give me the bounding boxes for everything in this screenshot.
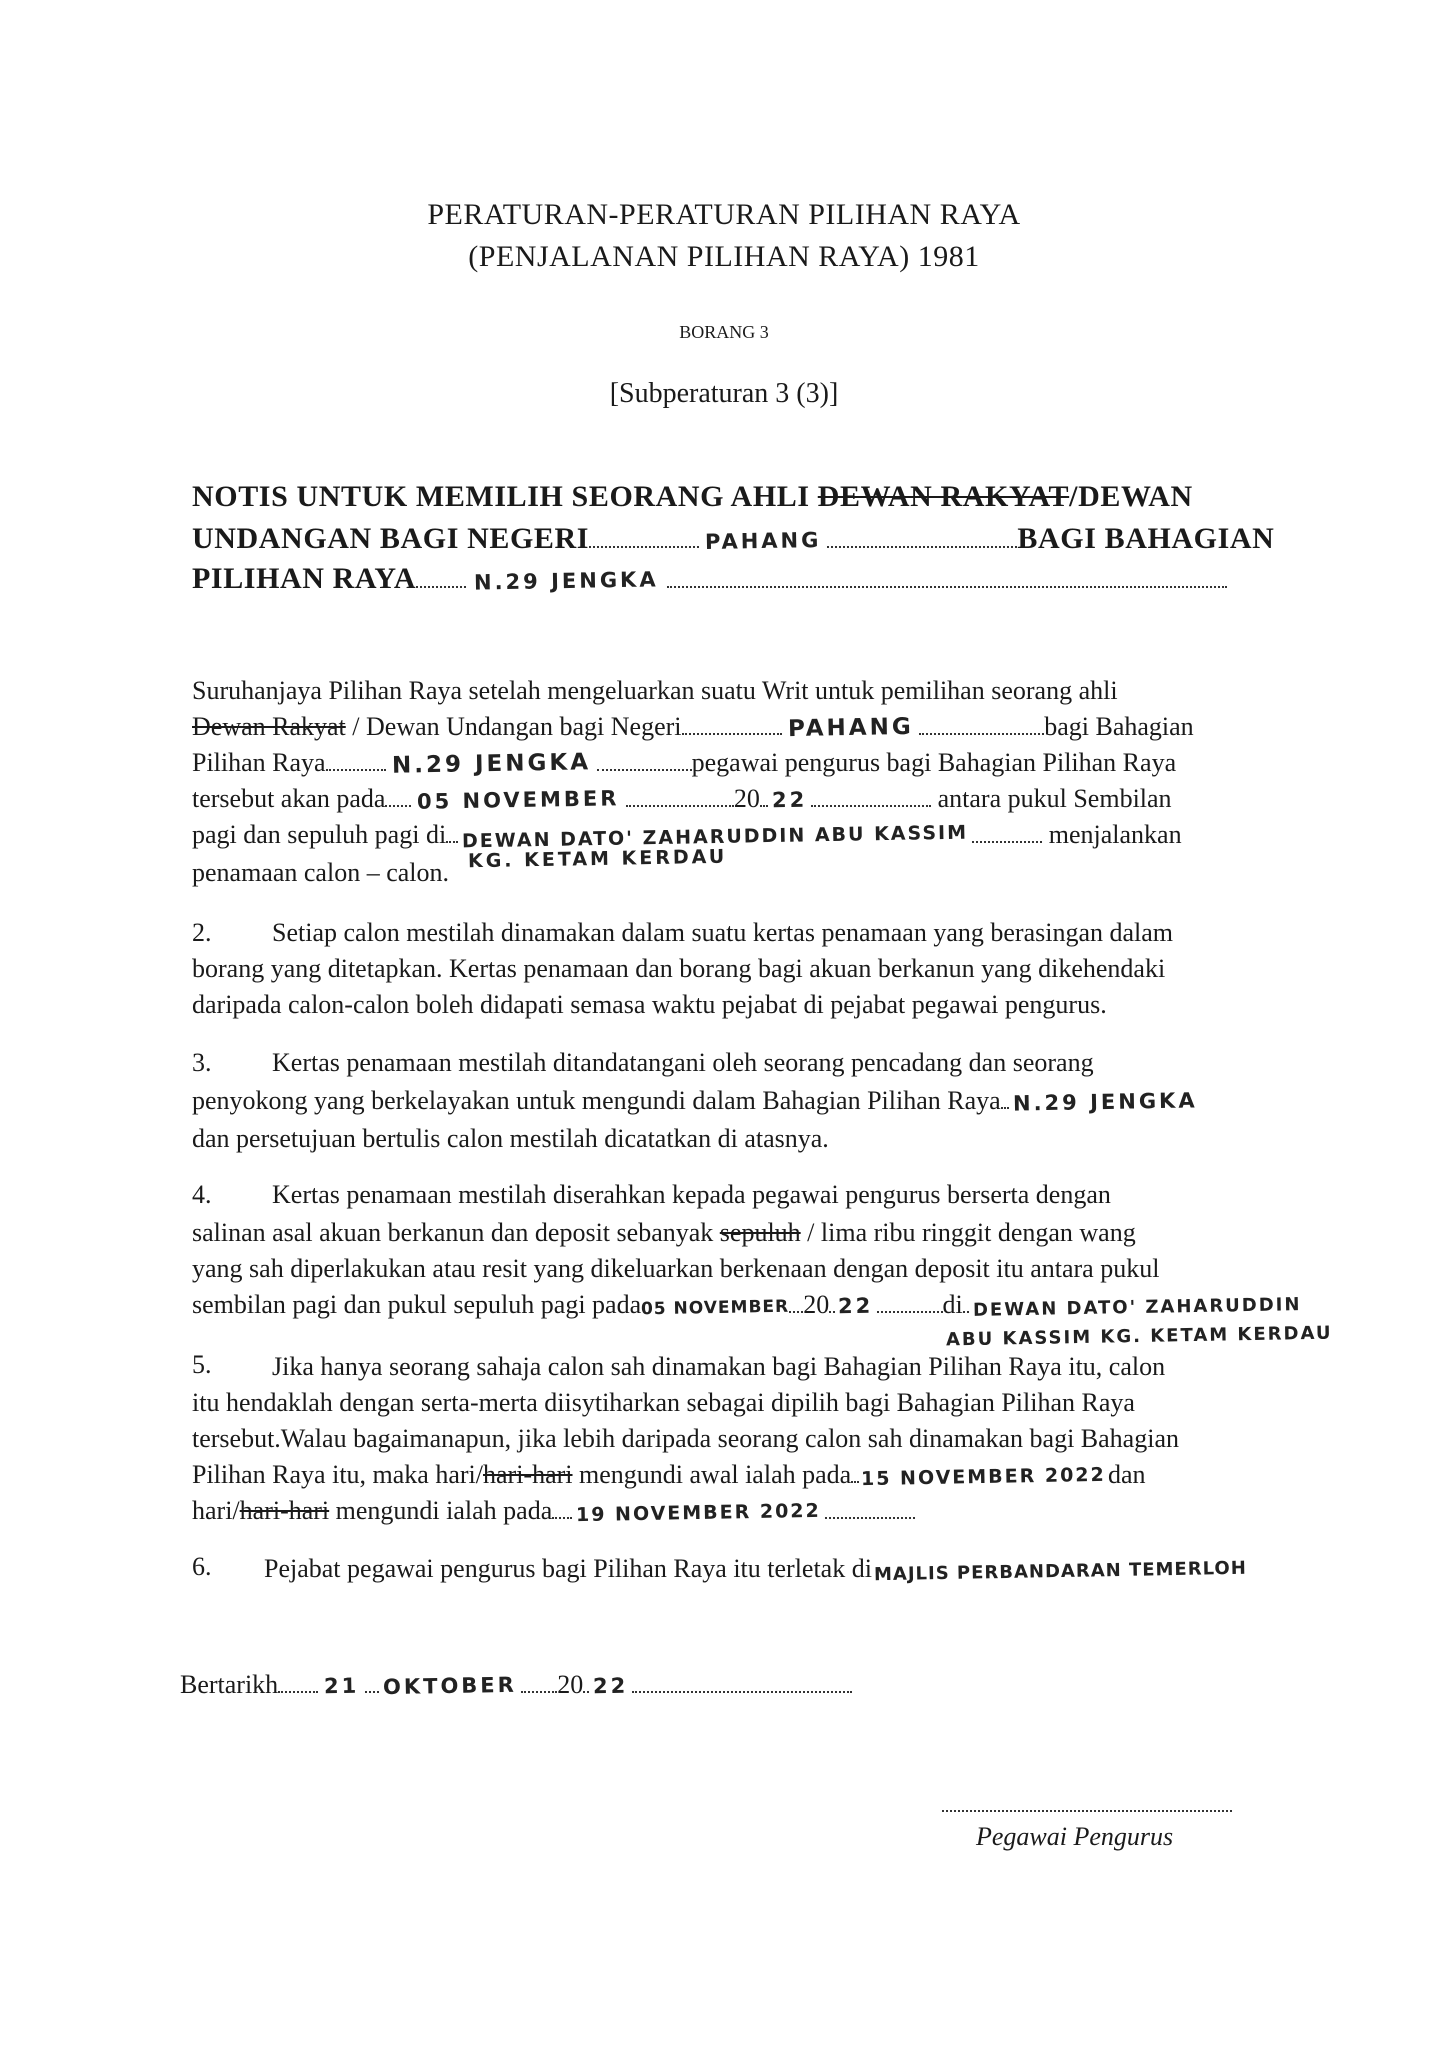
division-fill: N.29 JENGKA: [474, 567, 659, 595]
p2-line1: Setiap calon mestilah dinamakan dalam suatu kertas penamaan yang berasingan dalam: [272, 918, 1174, 947]
p1-line2: Dewan Rakyat / Dewan Undangan bagi Negeri PAHANG bagi Bahagian: [192, 712, 1194, 743]
regulation-subtitle: (PENJALANAN PILIHAN RAYA) 1981: [468, 240, 980, 273]
p1-line1: Suruhanjaya Pilihan Raya setelah mengeluarkan suatu Writ untuk pemilihan seorang ahli: [192, 676, 1118, 705]
signature-line: [942, 1810, 1232, 1812]
signatory-title: Pegawai Pengurus: [976, 1822, 1174, 1851]
form-number: BORANG 3: [679, 322, 769, 342]
p3-line2: penyokong yang berkelayakan untuk mengundi dalam Bahagian Pilihan Raya N.29 JENGKA: [192, 1086, 1198, 1116]
p1-line4: tersebut akan pada 05 NOVEMBER 20 22 antara pukul Sembilan: [192, 784, 1172, 814]
p3-line1: Kertas penamaan mestilah ditandatangani oleh seorang pencadang dan seorang: [272, 1048, 1094, 1077]
p5-line1: Jika hanya seorang sahaja calon sah dinamakan bagi Bahagian Pilihan Raya itu, calon: [272, 1352, 1166, 1381]
notice-heading-line1: NOTIS UNTUK MEMILIH SEORANG AHLI DEWAN RAKYAT/DEWAN: [192, 480, 1193, 513]
p3-line3: dan persetujuan bertulis calon mestilah dicatatkan di atasnya.: [192, 1124, 829, 1153]
p1-line6: penamaan calon – calon.: [192, 858, 449, 887]
p5-line4: Pilihan Raya itu, maka hari/hari-hari mengundi awal ialah pada 15 NOVEMBER 2022dan: [192, 1460, 1146, 1491]
p5-line5: hari/hari-hari mengundi ialah pada 19 NOVEMBER 2022: [192, 1496, 915, 1526]
struck-dewan-rakyat: DEWAN RAKYAT: [817, 480, 1070, 513]
p4-line2: salinan asal akuan berkanun dan deposit sebanyak sepuluh / lima ribu ringgit dengan wang: [192, 1218, 1136, 1247]
regulation-title: PERATURAN-PERATURAN PILIHAN RAYA: [427, 198, 1021, 231]
p4-line1: Kertas penamaan mestilah diserahkan kepada pegawai pengurus berserta dengan: [272, 1180, 1111, 1209]
p4-place-continued: ABU KASSIM KG. KETAM KERDAU: [945, 1322, 1333, 1351]
document-page: PERATURAN-PERATURAN PILIHAN RAYA (PENJALANAN PILIHAN RAYA) 1981 BORANG 3 [Subperaturan 3 (3)] NOTIS UNTUK MEMILIH SEORANG AHLI DEWAN RAKYAT/DEWAN UNDANGAN BAGI NEGERI PAHANG BAGI BAHAGIAN PILIHAN RAYA N.29 JENGKA Suruhanjaya Pilihan Raya setelah mengeluarkan suatu Writ untuk pemilihan seorang ahli Dewan Rakyat / Dewan Undangan bagi Negeri PAHANG bagi Bahagian Pilihan Raya N.29 JENGKA pegawai pengurus bagi Bahagian Pilihan Raya tersebut akan pada 05 NOVEMBER 20 22 antara pukul Sembilan pagi dan sepuluh pagi di DEWAN DATO' ZAHARUDDIN ABU KASSIM menjalankan penamaan calon – calon. KG. KETAM KERDAU 2. Setiap calon mestilah dinamakan dalam suatu kertas penamaan yang berasingan dalam borang yang ditetapkan. Kertas penamaan dan borang bagi akuan berkanun yang dikehendaki daripada calon-calon boleh didapati semasa waktu pejabat di pejabat pegawai pengurus. 3. Kertas penamaan mestilah ditandatangani oleh seorang pencadang dan seorang penyokong yang berkelayakan untuk mengundi dalam Bahagian Pilihan Raya N.29 JENGKA dan persetujuan bertulis calon mestilah dicatatkan di atasnya. 4. Kertas penamaan mestilah diserahkan kepada pegawai pengurus berserta dengan salinan asal akuan berkanun dan deposit sebanyak sepuluh / lima ribu ringgit dengan wang yang sah diperlakukan atau resit yang dikeluarkan berkenaan dengan deposit itu antara pukul sembilan pagi dan pukul sepuluh pagi pada05 NOVEMBER 20 22 di DEWAN DATO' ZAHARUDDIN ABU KASSIM KG. KETAM KERDAU 5. Jika hanya seorang sahaja calon sah dinamakan bagi Bahagian Pilihan Raya itu, calon itu hendaklah dengan serta-merta diisytiharkan sebagai dipilih bagi Bahagian Pilihan Raya tersebut.Walau bagaimanapun, jika lebih daripada seorang calon sah dinamakan bagi Bahagian Pilihan Raya itu, maka hari/hari-hari mengundi awal ialah pada 15 NOVEMBER 2022dan hari/hari-hari mengundi ialah pada 19 NOVEMBER 2022 6. Pejabat pegawai pengurus bagi Pilihan Raya itu terletak di MAJLIS PERBANDARAN TEMERLOH Bertarikh 21 OKTOBER 20 22 Pegawai Pengurus: [0, 0, 1448, 2048]
p5-line3: tersebut.Walau bagaimanapun, jika lebih daripada seorang calon sah dinamakan bagi Bahagian: [192, 1424, 1179, 1453]
p2-line3: daripada calon-calon boleh didapati semasa waktu pejabat di pejabat pegawai pengurus.: [192, 990, 1107, 1019]
p6-line1: Pejabat pegawai pengurus bagi Pilihan Raya itu terletak di MAJLIS PERBANDARAN TEMERLOH: [264, 1554, 1247, 1586]
p5-line2: itu hendaklah dengan serta-merta diisytiharkan sebagai dipilih bagi Bahagian Pilihan Raya: [192, 1388, 1135, 1417]
state-fill: PAHANG: [704, 527, 822, 555]
notice-heading-line3: PILIHAN RAYA N.29 JENGKA: [192, 562, 1256, 596]
notice-heading-line2: UNDANGAN BAGI NEGERI PAHANG BAGI BAHAGIAN: [192, 522, 1275, 555]
p1-line5: pagi dan sepuluh pagi di DEWAN DATO' ZAHARUDDIN ABU KASSIM menjalankan: [192, 820, 1182, 853]
p2-line2: borang yang ditetapkan. Kertas penamaan dan borang bagi akuan berkanun yang dikehendaki: [192, 954, 1166, 983]
p1-line3: Pilihan Raya N.29 JENGKA pegawai pengurus bagi Bahagian Pilihan Raya: [192, 748, 1177, 779]
p4-line4: sembilan pagi dan pukul sepuluh pagi pada05 NOVEMBER 20 22 di DEWAN DATO' ZAHARUDDIN: [192, 1290, 1302, 1321]
p4-line3: yang sah diperlakukan atau resit yang dikeluarkan berkenaan dengan deposit itu antara pukul: [192, 1254, 1160, 1283]
date-line: Bertarikh 21 OKTOBER 20 22: [180, 1670, 852, 1700]
subrule-reference: [Subperaturan 3 (3)]: [609, 378, 839, 409]
p1-place-continued: KG. KETAM KERDAU: [467, 845, 728, 873]
